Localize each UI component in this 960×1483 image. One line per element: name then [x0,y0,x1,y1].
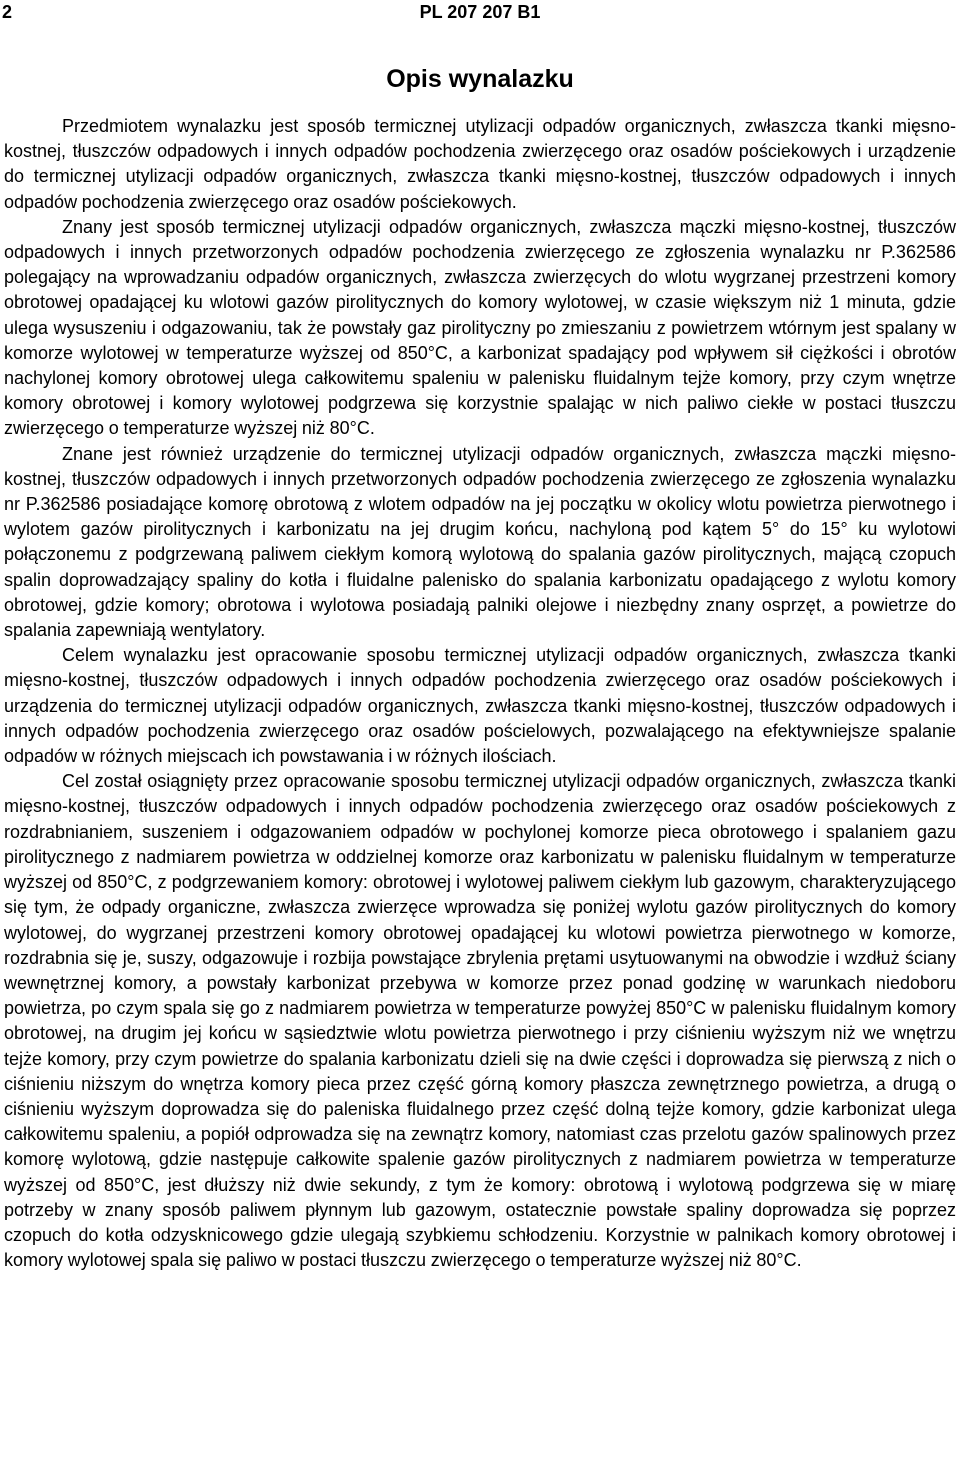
patent-document-id: PL 207 207 B1 [419,2,541,22]
page-number: 2 [2,2,13,22]
page-header [0,0,960,28]
document-body [4,114,956,1273]
paragraph-objective: Celem wynalazku jest opracowanie sposobu termicznej utylizacji odpadów organicznych, zwłaszcza tkanki mięsno-kostnej, tłuszczów odpadowych i innych odpadów pochodzenia zwierzęcego oraz osadów pościekowych i urządzenia do termicznej utylizacji odpadów organicznych, zwłaszcza tkanki mięsno-kostnej, tłuszczów odpadowych i innych odpadów pochodzenia zwierzęcego oraz osadów pościelowych, pozwalającego na efektywniejsze spalanie odpadów w różnych miejscach ich powstawania i w różnych ilościach. [4,645,956,767]
paragraph-subject: Przedmiotem wynalazku jest sposób termicznej utylizacji odpadów organicznych, zwłaszcza tkanki mięsno-kostnej, tłuszczów odpadowych i innych odpadów pochodzenia zwierzęcego oraz osadów pościekowych i urządzenie do termicznej utylizacji odpadów organicznych, zwłaszcza tkanki mięsno-kostnej, tłuszczów odpadowych i innych odpadów pochodzenia zwierzęcego oraz osadów pościekowych. [4,116,956,212]
paragraph-prior-art-method: Znany jest sposób termicznej utylizacji odpadów organicznych, zwłaszcza mączki mięsno-kostnej, tłuszczów odpadowych i innych przetworzonych odpadów pochodzenia zwierzęcego ze zgłoszenia wynalazku nr P.362586 polegający na wprowadzaniu odpadów organicznych, zwłaszcza zwierzęcych do wlotu wygrzanej przestrzeni komory obrotowej opadającej ku wlotowi gazów pirolitycznych do komory wylotowej, w czasie większym niż 1 minuta, gdzie ulega wysuszeniu i odgazowaniu, tak że powstały gaz pirolityczny po zmieszaniu z powietrzem wtórnym jest spalany w komorze wylotowej w temperaturze wyższej od 850°C, a karbonizat spadający pod wpływem sił ciężkości i obrotów nachylonej komory obrotowej ulega całkowitemu spaleniu w palenisku fluidalnym tejże komory, przy czym wnętrze komory obrotowej i komory wylotowej podgrzewa się korzystnie spalając w nich paliwo ciekłe w postaci tłuszczu zwierzęcego o temperaturze wyższej niż 80°C. [4,216,956,439]
paragraph-solution: Cel został osiągnięty przez opracowanie sposobu termicznej utylizacji odpadów organicznych, zwłaszcza tkanki mięsno-kostnej, tłuszczów odpadowych i innych odpadów pochodzenia zwierzęcego oraz osadów pościekowych z rozdrabnianiem, suszeniem i odgazowaniem odpadów w pochylonej komorze pieca obrotowego i spalaniem gazu pirolitycznego z nadmiarem powietrza w oddzielnej komorze oraz karbonizatu w palenisku fluidalnym w temperaturze wyższej od 850°C, z podgrzewaniem komory: obrotowej i wylotowej paliwem ciekłym lub gazowym, charakteryzującego się tym, że odpady organiczne, zwłaszcza zwierzęce wprowadza się poniżej wylotu gazów pirolitycznych do komory wylotowej, do wygrzanej przestrzeni komory obrotowej opadającej ku wlotowi powietrza pierwotnego w komorze, rozdrabnia się je, suszy, odgazowuje i rozbija powstające zbrylenia prętami usytuowanymi na obwodzie i wzdłuż ściany wewnętrznej komory, a powstały karbonizat przebywa w komorze przez ponad godzinę w warunkach niedoboru powietrza, po czym spala się go z nadmiarem powietrza w temperaturze powyżej 850°C w palenisku fluidalnym komory obrotowej, na drugim jej końcu w sąsiedztwie wlotu powietrza pierwotnego i przy ciśnieniu wyższym niż we wnętrzu tejże komory, przy czym powietrze do spalania karbonizatu dzieli się na dwie części i doprowadza się pierwszą z nich o ciśnieniu niższym do wnętrza komory pieca przez część górną komory płaszcza zewnętrznego powietrza, a drugą o ciśnieniu wyższym doprowadza się do paleniska fluidalnego przez część dolną tejże komory, gdzie karbonizat ulega całkowitemu spaleniu, a popiół odprowadza się na zewnątrz komory, natomiast czas przelotu gazów spalinowych przez komorę wylotową, gdzie następuje całkowite spalenie gazów pirolitycznych z nadmiarem powietrza w temperaturze wyższej od 850°C, jest dłuższy niż dwie sekundy, z tym że komory: obrotową i wylotową podgrzewa się w miarę potrzeby w znany sposób paliwem płynnym lub gazowym, ostatecznie powstałe spaliny doprowadza się poprzez czopuch do kotła odzysknicowego gdzie ulegają szybkiemu schłodzeniu. Korzystnie w palnikach komory obrotowej i komory wylotowej spala się paliwo w postaci tłuszczu zwierzęcego o temperaturze wyższej niż 80°C. [4,771,956,1271]
paragraph-prior-art-device: Znane jest również urządzenie do termicznej utylizacji odpadów organicznych, zwłaszcza mączki mięsno-kostnej, tłuszczów odpadowych i innych przetworzonych odpadów pochodzenia zwierzęcego ze zgłoszenia wynalazku nr P.362586 posiadające komorę obrotową z wlotem odpadów na jej początku w okolicy wlotu powietrza pierwotnego i wylotem gazów pirolitycznych i karbonizatu na jej drugim końcu, nachyloną pod kątem 5° do 15° ku wylotowi połączonemu z podgrzewaną paliwem ciekłym komorą wylotową do spalania gazów pirolitycznych, mającą czopuch spalin doprowadzający spaliny do kotła i fluidalne palenisko do spalania karbonizatu opadającego z wylotu komory obrotowej, gdzie komory; obrotowa i wylotowa posiadają palniki olejowe i niezbędny znany osprzęt, a powietrze do spalania zapewniają wentylatory. [4,443,956,641]
page-title: Opis wynalazku [386,65,574,93]
